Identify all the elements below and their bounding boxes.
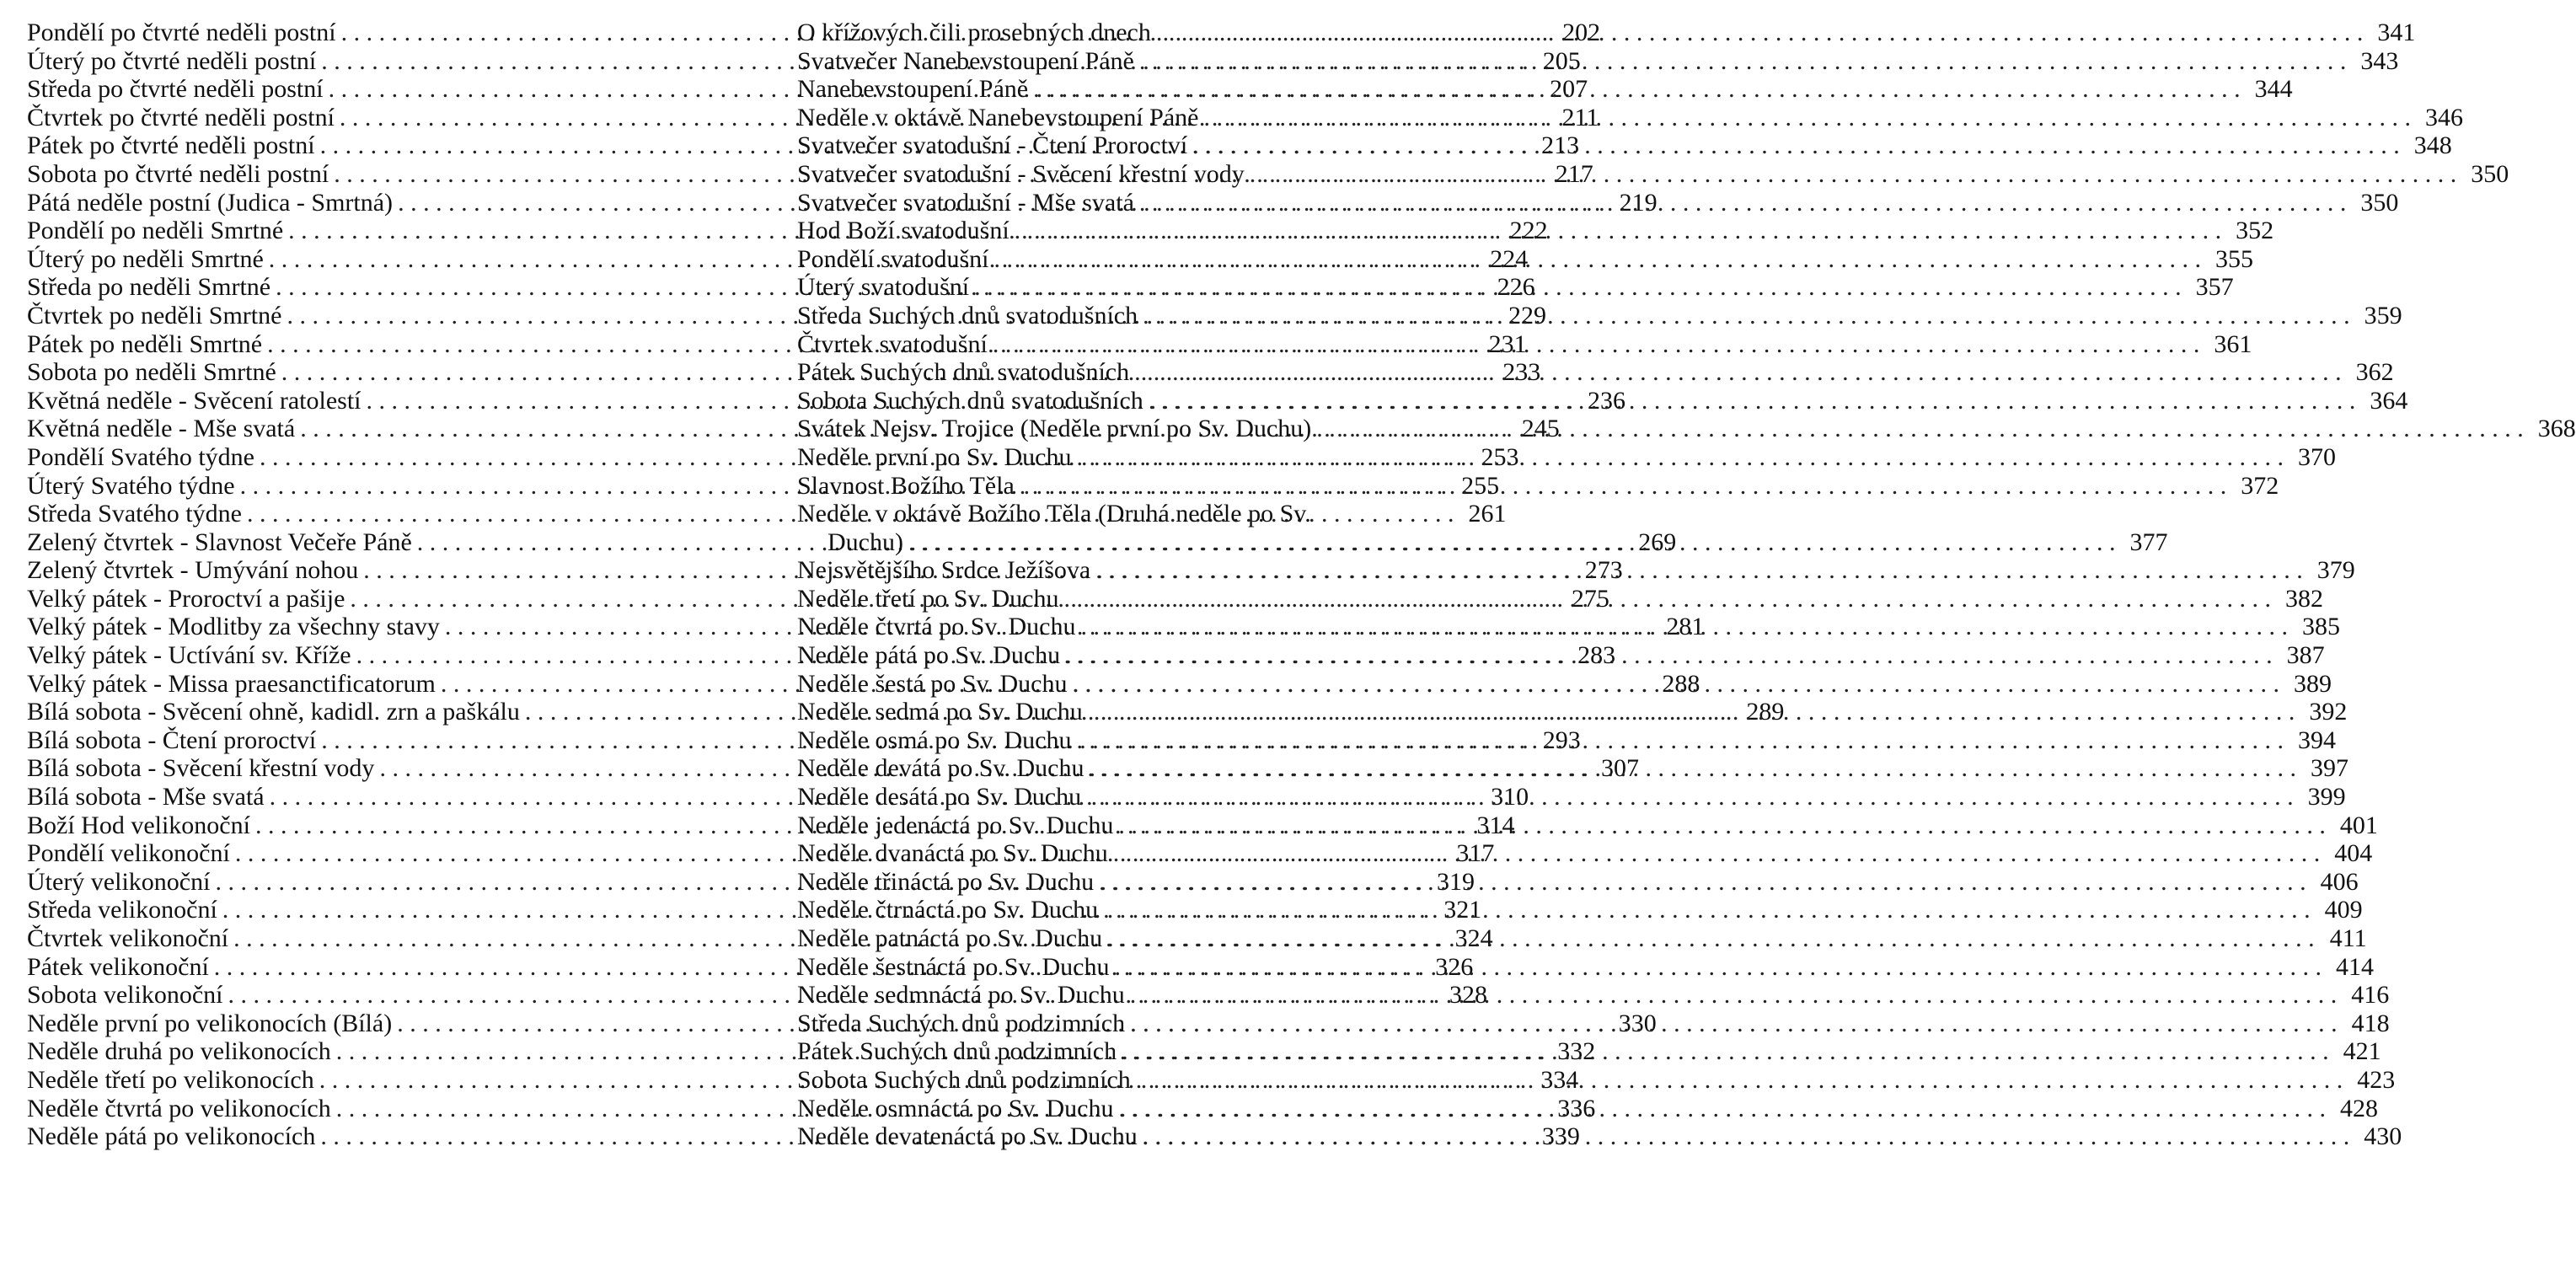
toc-entry-page-number: 231 [1488,329,1527,358]
dot-leader [1080,613,2288,641]
toc-entry-page-number: 430 [2364,1122,2402,1151]
toc-entry-title: Neděle osmá po Sv. Duchu [797,726,1072,754]
toc-entry-page-number: 326 [1435,952,1474,981]
toc-entry-page-number: 411 [2329,924,2367,952]
toc-entry-page-number: 281 [1666,613,1705,641]
dot-leader [1192,131,2400,160]
toc-entry-title: Neděle v oktávě Nanebevstoupení Páně [797,103,1199,131]
toc-entry-page-number: 226 [1497,273,1535,302]
dot-leader [1114,953,2322,982]
toc-entry-title: Čtvrtek po čtvrté neděli postní [27,103,335,131]
toc-entry-page-number: 233 [1502,358,1541,387]
toc-entry-title: Neděle první po Sv. Duchu [797,442,1072,471]
toc-entry-page-number: 364 [2370,386,2408,415]
toc-entry-title: Hod Boží svatodušní [797,217,1010,245]
toc-entry-page-number: 368 [2537,415,2576,443]
toc-entry-title: Velký pátek - Uctívání sv. Kříže [27,641,351,670]
dot-leader [1103,896,2311,924]
toc-entry-page-number: 416 [2351,981,2390,1010]
dot-leader [1020,472,2227,501]
toc-entry-title: Bílá sobota - Svěcení křestní vody [27,754,375,783]
dot-leader [1015,217,2222,245]
toc-entry-page-number: 293 [1542,726,1581,754]
toc-entry-page-number: 357 [2195,273,2234,302]
toc-entry-title: Neděle čtvrtá po velikonocích [27,1094,331,1122]
toc-entry-title: Neděle sedmá po Sv. Duchu [797,698,1083,726]
dot-leader [1065,641,2273,670]
toc-entry-title: Bílá sobota - Čtení proroctví [27,726,317,754]
toc-entry-title: Neděle patnáctá po Sv. Duchu [797,924,1103,952]
toc-entry-title: Neděle čtrnáctá po Sv. Duchu [797,896,1099,924]
dot-leader [1204,104,2412,132]
toc-entry-title: Neděle šestnáctá po Sv. Duchu [797,952,1110,981]
dot-leader [1149,387,2356,415]
toc-entry-title: Neděle šestá po Sv. Duchu [797,669,1068,698]
toc-entry-title: Úterý Svatého týdne [27,471,235,500]
toc-entry-page-number: 359 [2364,301,2402,329]
toc-entry-page-number: 310 [1491,783,1529,811]
toc-entry-title: Duchu) [827,528,903,556]
dot-leader [1086,783,2294,811]
toc-entry-page-number: 261 [1468,500,1507,528]
toc-entry-title: Neděle sedmnáctá po Sv. Duchu [797,981,1125,1010]
toc-entry-page-number: 236 [1588,386,1626,415]
toc-entry-page-number: 341 [2377,19,2416,46]
dot-leader [1118,1095,2326,1123]
dot-leader [1130,981,2338,1010]
toc-entry-page-number: 352 [2236,217,2274,245]
toc-entry-title: Čtvrtek po neděli Smrtné [27,301,282,329]
toc-entry-page-number: 387 [2286,641,2325,670]
toc-entry-title: Pátek po čtvrté neděli postní [27,131,315,160]
toc-entry-title: Úterý po čtvrté neděli postní [27,46,317,75]
toc-entry-page-number: 269 [1638,528,1677,556]
dot-leader [1143,302,2350,330]
toc-entry-page-number: 399 [2307,783,2346,811]
dot-leader [1118,811,2326,840]
toc-entry-page-number: 404 [2334,839,2373,868]
toc-entry-page-number: 207 [1550,75,1588,104]
dot-leader [1156,19,2364,47]
toc-entry-page-number: 361 [2214,329,2252,358]
dot-leader [1095,556,2303,585]
toc-entry-page-number: 350 [2471,159,2509,188]
toc-entry-title: Pondělí velikonoční [27,839,230,868]
toc-entry-page-number: 288 [1662,669,1700,698]
toc-entry-title: Bílá sobota - Mše svatá [27,783,265,811]
toc-entry-page-number: 348 [2413,131,2452,160]
toc-entry [797,952,2374,982]
toc-entry-title: Nanebevstoupení Páně [797,75,1029,104]
toc-entry-page-number: 339 [1541,1122,1580,1151]
toc-entry-page-number: 330 [1618,1009,1657,1037]
dot-leader [1089,754,2296,783]
toc-entry-title: Čtvrtek svatodušní [797,329,988,358]
toc-entry-page-number: 211 [1561,103,1599,131]
toc-entry-title: Středa Suchých dnů svatodušních [797,301,1138,329]
toc-entry-title: Zelený čtvrtek - Umývání nohou [27,556,359,585]
toc-entry-title: Květná neděle - Mše svatá [27,415,296,443]
dot-leader [1099,868,2306,897]
toc-entry-title: Nejsvětějšího Srdce Ježíšova [797,556,1091,585]
toc-entry-title: Neděle pátá po Sv. Duchu [797,641,1061,670]
toc-entry-page-number: 255 [1461,471,1500,500]
toc-entry-title: Pátek po neděli Smrtné [27,329,263,358]
toc-entry-title: Neděle devátá po Sv. Duchu [797,754,1084,783]
toc-entry-page-number: 343 [2360,46,2399,75]
toc-entry-page-number: 321 [1443,896,1482,924]
toc-entry-page-number: 317 [1456,839,1495,868]
toc-entry-title: Slavnost Božího Těla [797,471,1015,500]
toc-entry-title: Neděle třetí po Sv. Duchu [797,584,1059,613]
dot-leader [1250,160,2457,189]
toc-entry [797,811,2378,840]
toc-entry-title: Neděle třetí po velikonocích [27,1065,314,1094]
toc-entry-page-number: 346 [2425,103,2463,131]
toc-entry-title: Sobota Suchých dnů svatodušních [797,386,1143,415]
dot-leader [1139,189,2347,217]
toc-entry-page-number: 394 [2298,726,2336,754]
toc-entry-title: Čtvrtek velikonoční [27,924,229,952]
toc-entry-page-number: 414 [2335,952,2374,981]
toc-entry-title: Pondělí svatodušní [797,244,989,273]
dot-leader [1134,358,2342,387]
dot-leader [1139,47,2347,76]
toc-entry [797,924,2367,953]
toc-entry-page-number: 382 [2284,584,2323,613]
toc-entry-title: Úterý velikonoční [27,867,211,896]
toc-entry-page-number: 362 [2355,358,2394,387]
toc-entry-title: Neděle třináctá po Sv. Duchu [797,867,1095,896]
dot-leader [1107,924,2315,953]
dot-leader [1033,75,2241,104]
toc-entry-title: Neděle desátá po Sv. Duchu [797,783,1082,811]
dot-leader [974,273,2182,302]
toc-entry-title: Úterý po neděli Smrtné [27,244,264,273]
toc-entry-title: O křížových čili prosebných dnech [797,19,1151,46]
toc-entry-title: Pátek velikonoční [27,952,209,981]
dot-leader [1063,585,2271,613]
toc-entry-page-number: 275 [1571,584,1609,613]
toc-entry-page-number: 418 [2351,1009,2390,1037]
toc-entry-title: Svatvečer svatodušní - Svěcení křestní vody [797,159,1245,188]
toc-entry-title: Středa Suchých dnů podzimních [797,1009,1126,1037]
toc-entry-title: Velký pátek - Modlitby za všechny stavy [27,613,440,641]
toc-entry-title: Pondělí po čtvrté neděli postní [27,19,336,46]
toc-entry-page-number: 217 [1555,159,1593,188]
toc-entry-page-number: 428 [2339,1094,2378,1122]
toc-entry-title: Neděle devatenáctá po Sv. Duchu [797,1122,1138,1151]
toc-entry-title: Středa velikonoční [27,896,217,924]
dot-leader [1136,1066,2343,1095]
toc-entry-page-number: 385 [2301,613,2340,641]
toc-entry-page-number: 344 [2254,75,2293,104]
toc-entry-page-number: 372 [2241,471,2279,500]
toc-entry-title: Sobota velikonoční [27,981,223,1010]
toc-entry-title: Pátek Suchých dnů svatodušních [797,358,1130,387]
toc-entry-title: Boží Hod velikonoční [27,811,250,839]
toc-entry-title: Neděle osmnáctá po Sv. Duchu [797,1094,1114,1122]
toc-entry-title: Neděle v oktávě Božího Těla (Druhá neděle po Sv. [797,500,1311,528]
dot-leader [1077,443,2284,472]
toc-entry [797,981,2390,1010]
toc-entry-page-number: 283 [1577,641,1616,670]
toc-entry-page-number: 219 [1619,188,1658,217]
toc-entry-title: Středa Svatého týdne [27,500,242,528]
toc-entry-title: Pondělí po neděli Smrtné [27,217,284,245]
toc-entry-title: Svatvečer svatodušní - Mše svatá [797,188,1134,217]
toc-entry-page-number: 319 [1436,867,1475,896]
dot-leader [908,528,2116,557]
toc-entry-page-number: 229 [1508,301,1546,329]
toc-entry-page-number: 334 [1540,1065,1579,1094]
toc-entry-title: Sobota po neděli Smrtné [27,358,276,387]
toc-entry-title: Středa po neděli Smrtné [27,273,271,302]
toc-entry-title: Neděle první po velikonocích (Bílá) [27,1009,393,1037]
toc-entry-page-number: 253 [1481,442,1519,471]
toc-entry-page-number: 314 [1476,811,1515,839]
dot-leader [1122,1037,2329,1066]
toc-entry-title: Velký pátek - Missa praesanctificatorum [27,669,436,698]
toc-entry-title: Svátek Nejsv. Trojice (Neděle první po Sv. Duchu) [797,415,1312,443]
toc-entry-title: Velký pátek - Proroctví a pašije [27,584,345,613]
toc-entry-page-number: 224 [1490,244,1529,273]
dot-leader [1077,726,2284,755]
toc-entry-page-number: 350 [2360,188,2399,217]
toc-entry-title: Neděle druhá po velikonocích [27,1037,331,1066]
toc-entry-page-number: 205 [1542,46,1581,75]
dot-leader [994,245,2202,274]
dot-leader [993,330,2200,359]
toc-entry-page-number: 392 [2309,698,2348,726]
dot-leader [1072,670,2279,699]
dot-leader [1113,839,2321,868]
toc-entry [797,500,1507,528]
toc-entry-title: Sobota Suchých dnů podzimních [797,1065,1131,1094]
toc-entry [797,442,2336,472]
toc-entry-title: Bílá sobota - Svěcení ohně, kadidl. zrn a paškálu [27,698,520,726]
toc-entry-page-number: 379 [2316,556,2355,585]
toc-entry [797,839,2373,868]
toc-entry-page-number: 213 [1541,131,1580,160]
toc-entry-title: Neděle pátá po velikonocích [27,1122,316,1151]
dot-leader [1316,415,2524,443]
toc-entry [797,867,2359,897]
toc-entry-page-number: 389 [2293,669,2332,698]
dot-leader [1130,1010,2338,1038]
toc-entry-title: Úterý svatodušní [797,273,970,302]
toc-entry-page-number: 409 [2324,896,2363,924]
toc-entry-page-number: 273 [1584,556,1623,585]
toc-entry-title: Pondělí Svatého týdne [27,442,254,471]
toc-entry-title: Svatvečer svatodušní - Čtení Proroctví [797,131,1188,160]
toc-entry-page-number: 202 [1562,19,1601,46]
dot-leader [1088,698,2295,726]
toc-entry-page-number: 289 [1746,698,1785,726]
toc-entry-title: Květná neděle - Svěcení ratolestí [27,386,361,415]
toc-entry-page-number: 307 [1600,754,1639,783]
toc-entry-page-number: 324 [1454,924,1493,952]
toc-entry-title: Sobota po čtvrté neděli postní [27,159,329,188]
toc-entry-page-number: 336 [1557,1094,1596,1122]
toc-entry-page-number: 328 [1449,981,1487,1010]
toc-entry-title: Neděle dvanáctá po Sv. Duchu [797,839,1108,868]
toc-entry-page-number: 406 [2320,867,2359,896]
toc-entry-title: Neděle čtvrtá po Sv. Duchu [797,613,1076,641]
toc-entry-title: Pátek Suchých dnů podzimních [797,1037,1117,1066]
toc-entry-page-number: 421 [2343,1037,2381,1066]
toc-entry-page-number: 401 [2339,811,2378,839]
toc-entry-title: Pátá neděle postní (Judica - Smrtná) [27,188,394,217]
toc-entry-title: Svatvečer Nanebevstoupení Páně [797,46,1134,75]
dot-leader [1143,1122,2350,1151]
toc-entry-page-number: 222 [1509,217,1548,245]
toc-entry-page-number: 423 [2357,1065,2396,1094]
toc-entry-title: Zelený čtvrtek - Slavnost Večeře Páně [27,528,412,556]
toc-entry-page-number: 332 [1557,1037,1596,1066]
toc-entry-page-number: 355 [2215,244,2254,273]
toc-entry [797,471,2279,501]
toc-entry-page-number: 377 [2129,528,2168,556]
toc-entry-title: Středa po čtvrté neděli postní [27,75,324,104]
toc-entry-page-number: 397 [2310,754,2348,783]
toc-entry-page-number: 245 [1521,415,1560,443]
toc-entry-page-number: 370 [2298,442,2336,471]
toc-entry [797,896,2363,924]
toc-entry-title: Neděle jedenáctá po Sv. Duchu [797,811,1114,839]
